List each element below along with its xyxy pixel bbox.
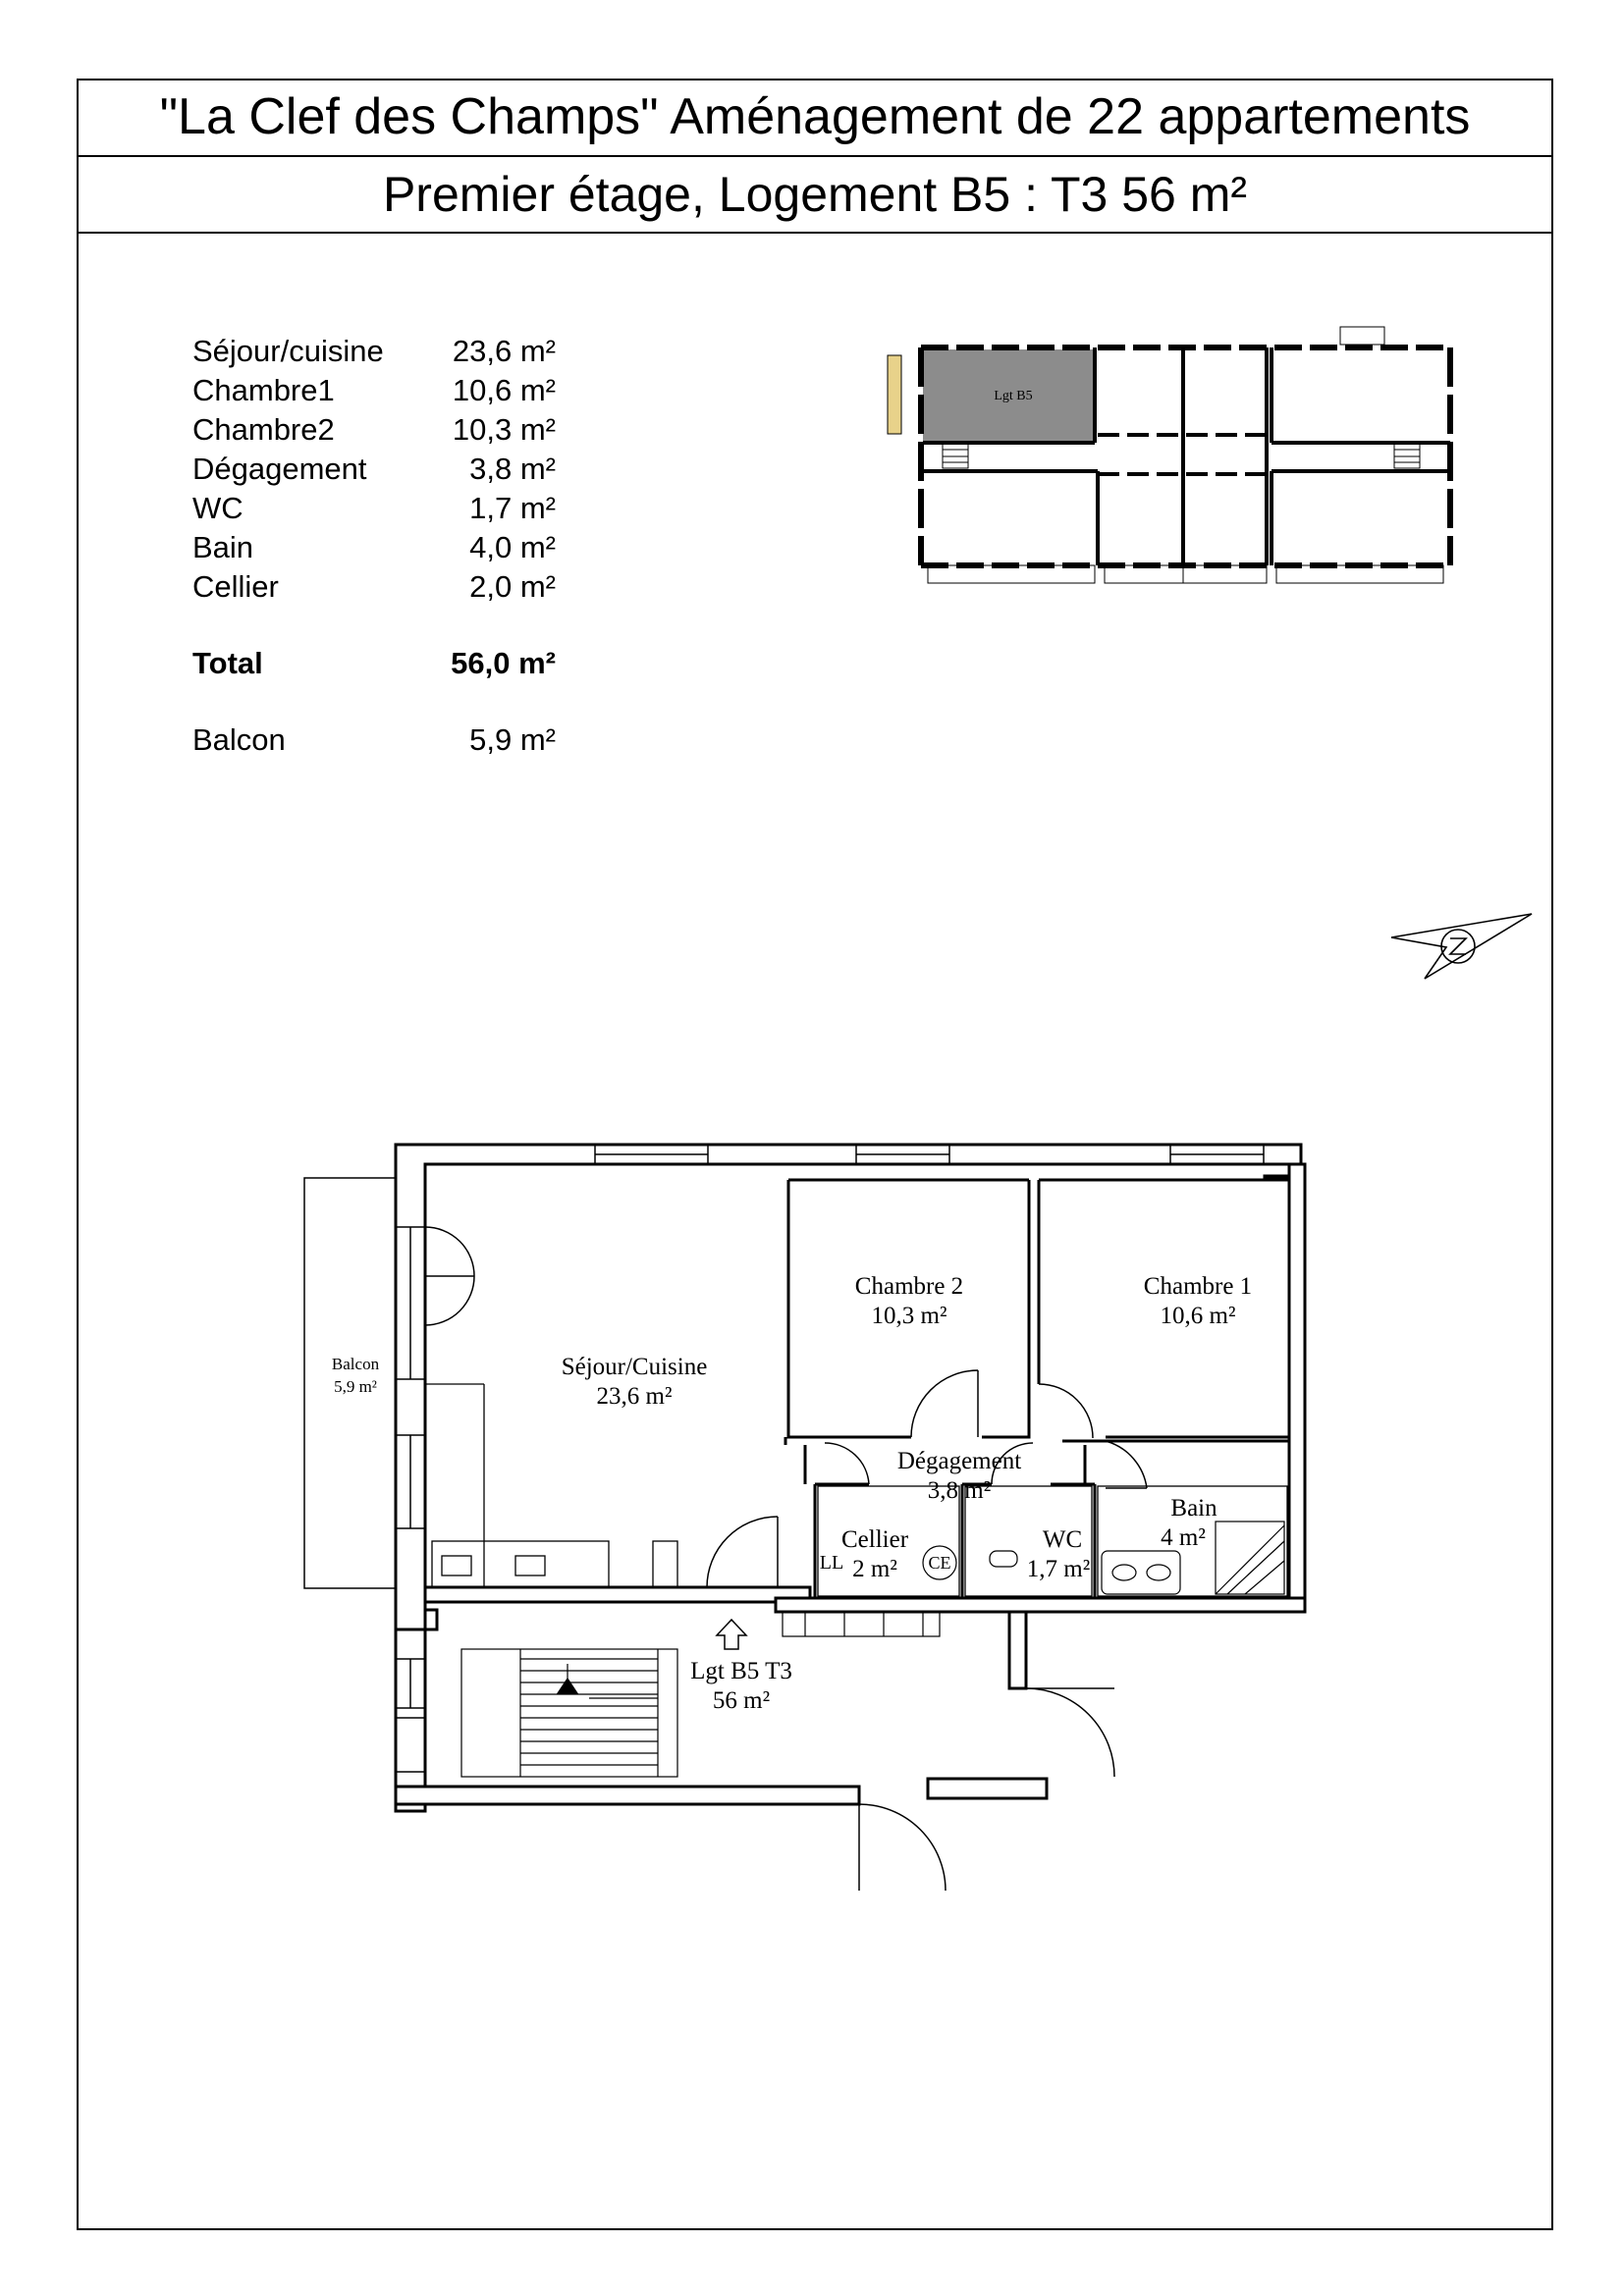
room-area-cellier: 2 m²: [852, 1556, 897, 1582]
area-value: 2,0 m²: [469, 569, 556, 604]
room-name-balcon: Balcon: [331, 1355, 380, 1373]
room-area-sejour: 23,6 m²: [596, 1383, 673, 1410]
room-name-sejour: Séjour/Cuisine: [561, 1354, 708, 1380]
key-plan-unit-label: Lgt B5: [994, 389, 1033, 403]
area-row: [192, 491, 566, 530]
room-area-chambre2: 10,3 m²: [871, 1303, 947, 1329]
page-subtitle-text: Premier étage, Logement B5 : T3 56 m²: [382, 167, 1248, 222]
area-value: 1,7 m²: [469, 491, 556, 525]
area-label: Chambre1: [192, 373, 335, 407]
balcony-value: 5,9 m²: [469, 722, 556, 757]
unit-area: 56 m²: [712, 1687, 771, 1714]
area-value: 23,6 m²: [452, 334, 556, 368]
room-name-bain: Bain: [1170, 1495, 1217, 1522]
key-plan: [884, 314, 1463, 599]
floor-plan: [295, 1129, 1335, 1895]
area-row: [192, 530, 566, 569]
area-label: Dégagement: [192, 452, 367, 486]
unit-name: Lgt B5 T3: [690, 1658, 792, 1684]
sanitary-fixtures: [923, 1522, 1284, 1594]
area-row: [192, 334, 566, 373]
room-area-bain: 4 m²: [1161, 1524, 1206, 1551]
area-value: 10,3 m²: [452, 412, 556, 447]
area-label: Cellier: [192, 569, 279, 604]
page-title: [77, 79, 1553, 157]
area-value: 4,0 m²: [469, 530, 556, 564]
key-plan-balcony: [888, 355, 901, 434]
north-arrow-icon: [1389, 908, 1537, 987]
room-area-wc: 1,7 m²: [1026, 1556, 1091, 1582]
total-row: [192, 646, 566, 685]
area-value: 10,6 m²: [452, 373, 556, 407]
area-row: [192, 412, 566, 452]
room-area-balcon: 5,9 m²: [334, 1377, 377, 1396]
page-title-text: "La Clef des Champs" Aménagement de 22 appartements: [159, 88, 1471, 145]
entrance-arrow-icon: [717, 1620, 746, 1649]
area-label: WC: [192, 491, 243, 525]
room-labels: [562, 1273, 1253, 1714]
page-subtitle: [77, 157, 1553, 234]
balcony-row: [192, 722, 566, 762]
room-name-cellier: Cellier: [840, 1526, 909, 1553]
room-area-chambre1: 10,6 m²: [1160, 1303, 1236, 1329]
closet: [783, 1612, 940, 1636]
room-name-chambre2: Chambre 2: [854, 1273, 964, 1300]
total-value: 56,0 m²: [451, 646, 556, 680]
area-row: [192, 569, 566, 609]
area-label: Chambre2: [192, 412, 335, 447]
fixture-ll: LL: [819, 1552, 844, 1574]
room-area-degagement: 3,8 m²: [927, 1477, 992, 1504]
total-label: Total: [192, 646, 263, 680]
balcony-doors: [425, 1227, 474, 1379]
area-label: Bain: [192, 530, 254, 564]
walls: [396, 1145, 1305, 1811]
area-label: Séjour/cuisine: [192, 334, 384, 368]
room-name-degagement: Dégagement: [896, 1448, 1022, 1474]
toilet-icon: [990, 1551, 1017, 1567]
area-table: [192, 334, 566, 762]
fixture-ce: CE: [928, 1553, 951, 1573]
area-value: 3,8 m²: [469, 452, 556, 486]
room-name-wc: WC: [1042, 1526, 1083, 1553]
stair: [461, 1649, 677, 1777]
balcony-label: Balcon: [192, 722, 286, 757]
area-row: [192, 452, 566, 491]
room-name-chambre1: Chambre 1: [1143, 1273, 1253, 1300]
area-row: [192, 373, 566, 412]
key-plan-stair-top-right: [1340, 327, 1384, 345]
